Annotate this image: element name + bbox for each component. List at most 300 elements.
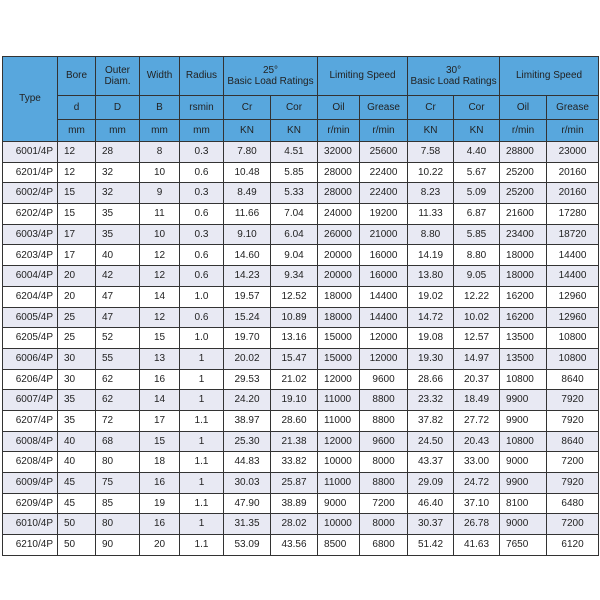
cell-oil-speed-30: 9900 [500, 410, 547, 431]
cell-cor-25: 43.56 [271, 535, 318, 556]
cell-cor-30: 5.67 [454, 162, 500, 183]
cell-outer-diam: 42 [96, 266, 140, 287]
cell-bore: 45 [58, 473, 96, 494]
cell-grease-speed-30: 14400 [547, 245, 599, 266]
cell-radius: 1.1 [180, 410, 224, 431]
cell-oil-speed-30: 13500 [500, 328, 547, 349]
cell-radius: 0.3 [180, 183, 224, 204]
cell-outer-diam: 35 [96, 204, 140, 225]
cell-radius: 1 [180, 514, 224, 535]
table-row [3, 514, 599, 535]
cell-outer-diam: 35 [96, 224, 140, 245]
cell-bore: 15 [58, 204, 96, 225]
cell-oil-speed-25: 9000 [318, 493, 360, 514]
cell-radius: 1.0 [180, 328, 224, 349]
cell-radius: 0.3 [180, 142, 224, 163]
cell-outer-diam: 55 [96, 348, 140, 369]
cell-grease-speed-25: 16000 [360, 266, 408, 287]
cell-width: 14 [140, 286, 180, 307]
cell-radius: 1.0 [180, 286, 224, 307]
cell-bore: 35 [58, 410, 96, 431]
cell-cor-30: 12.22 [454, 286, 500, 307]
cell-cor-30: 27.72 [454, 410, 500, 431]
cell-cr-25: 14.23 [224, 266, 271, 287]
table-row [3, 266, 599, 287]
cell-cor-30: 37.10 [454, 493, 500, 514]
cell-radius: 0.6 [180, 162, 224, 183]
header-unit: r/min [360, 120, 408, 142]
cell-oil-speed-30: 18000 [500, 245, 547, 266]
cell-radius: 1 [180, 431, 224, 452]
cell-radius: 0.6 [180, 266, 224, 287]
symbol-row [3, 96, 599, 120]
cell-type: 6004/4P [3, 266, 58, 287]
cell-oil-speed-25: 20000 [318, 266, 360, 287]
cell-outer-diam: 47 [96, 307, 140, 328]
cell-cor-30: 4.40 [454, 142, 500, 163]
cell-grease-speed-30: 17280 [547, 204, 599, 225]
table-row [3, 452, 599, 473]
cell-cor-25: 21.38 [271, 431, 318, 452]
cell-width: 17 [140, 410, 180, 431]
cell-grease-speed-25: 14400 [360, 307, 408, 328]
cell-grease-speed-25: 8800 [360, 390, 408, 411]
cell-cor-25: 5.33 [271, 183, 318, 204]
table-row [3, 369, 599, 390]
header-width: Width [140, 57, 180, 96]
cell-cor-25: 25.87 [271, 473, 318, 494]
cell-grease-speed-30: 20160 [547, 183, 599, 204]
cell-type: 6002/4P [3, 183, 58, 204]
cell-cr-30: 43.37 [408, 452, 454, 473]
cell-grease-speed-25: 8800 [360, 410, 408, 431]
header-symbol: Oil [500, 96, 547, 120]
cell-oil-speed-25: 26000 [318, 224, 360, 245]
cell-type: 6208/4P [3, 452, 58, 473]
cell-grease-speed-30: 10800 [547, 348, 599, 369]
header-unit: r/min [500, 120, 547, 142]
cell-type: 6010/4P [3, 514, 58, 535]
cell-bore: 30 [58, 369, 96, 390]
cell-cr-25: 38.97 [224, 410, 271, 431]
header-symbol: rsmin [180, 96, 224, 120]
cell-grease-speed-30: 7920 [547, 410, 599, 431]
header-symbol: Cor [454, 96, 500, 120]
cell-cr-30: 28.66 [408, 369, 454, 390]
cell-bore: 15 [58, 183, 96, 204]
cell-cr-30: 19.02 [408, 286, 454, 307]
cell-grease-speed-25: 8000 [360, 452, 408, 473]
cell-outer-diam: 52 [96, 328, 140, 349]
cell-cor-25: 4.51 [271, 142, 318, 163]
cell-oil-speed-25: 28000 [318, 183, 360, 204]
bearing-spec-table [2, 56, 599, 556]
cell-oil-speed-30: 16200 [500, 307, 547, 328]
cell-type: 6003/4P [3, 224, 58, 245]
table-row [3, 473, 599, 494]
cell-cr-30: 13.80 [408, 266, 454, 287]
cell-cor-30: 10.02 [454, 307, 500, 328]
cell-grease-speed-25: 9600 [360, 369, 408, 390]
cell-radius: 1 [180, 473, 224, 494]
cell-cor-25: 6.04 [271, 224, 318, 245]
cell-type: 6009/4P [3, 473, 58, 494]
cell-cr-30: 23.32 [408, 390, 454, 411]
cell-bore: 12 [58, 142, 96, 163]
cell-cr-25: 8.49 [224, 183, 271, 204]
cell-cr-30: 51.42 [408, 535, 454, 556]
cell-cor-25: 12.52 [271, 286, 318, 307]
cell-cr-25: 14.60 [224, 245, 271, 266]
cell-cor-25: 10.89 [271, 307, 318, 328]
table-row [3, 224, 599, 245]
cell-cr-25: 19.57 [224, 286, 271, 307]
cell-oil-speed-25: 32000 [318, 142, 360, 163]
table-row [3, 431, 599, 452]
cell-oil-speed-30: 10800 [500, 431, 547, 452]
cell-bore: 40 [58, 452, 96, 473]
cell-outer-diam: 47 [96, 286, 140, 307]
cell-cr-25: 7.80 [224, 142, 271, 163]
cell-type: 6005/4P [3, 307, 58, 328]
cell-type: 6202/4P [3, 204, 58, 225]
cell-bore: 25 [58, 328, 96, 349]
cell-cr-25: 30.03 [224, 473, 271, 494]
cell-grease-speed-25: 22400 [360, 162, 408, 183]
cell-oil-speed-25: 12000 [318, 369, 360, 390]
cell-cr-25: 20.02 [224, 348, 271, 369]
header-30deg-limiting-speed: Limiting Speed [500, 57, 599, 96]
cell-oil-speed-30: 7650 [500, 535, 547, 556]
cell-cr-30: 19.30 [408, 348, 454, 369]
cell-cor-25: 9.34 [271, 266, 318, 287]
cell-grease-speed-30: 10800 [547, 328, 599, 349]
table-row [3, 245, 599, 266]
cell-type: 6006/4P [3, 348, 58, 369]
cell-oil-speed-25: 15000 [318, 328, 360, 349]
cell-grease-speed-30: 7920 [547, 390, 599, 411]
cell-type: 6204/4P [3, 286, 58, 307]
cell-grease-speed-30: 7200 [547, 514, 599, 535]
cell-grease-speed-30: 6120 [547, 535, 599, 556]
header-unit: r/min [547, 120, 599, 142]
cell-grease-speed-25: 9600 [360, 431, 408, 452]
cell-grease-speed-25: 25600 [360, 142, 408, 163]
cell-oil-speed-30: 9000 [500, 514, 547, 535]
bearing-spec-table-container [2, 56, 598, 556]
cell-cor-30: 12.57 [454, 328, 500, 349]
cell-grease-speed-30: 6480 [547, 493, 599, 514]
cell-cor-25: 33.82 [271, 452, 318, 473]
cell-cr-30: 14.19 [408, 245, 454, 266]
cell-radius: 1 [180, 369, 224, 390]
table-row [3, 307, 599, 328]
cell-width: 19 [140, 493, 180, 514]
cell-grease-speed-25: 16000 [360, 245, 408, 266]
cell-cor-25: 21.02 [271, 369, 318, 390]
cell-grease-speed-30: 7920 [547, 473, 599, 494]
cell-outer-diam: 90 [96, 535, 140, 556]
cell-bore: 50 [58, 514, 96, 535]
cell-cor-25: 28.02 [271, 514, 318, 535]
header-bore: Bore [58, 57, 96, 96]
cell-oil-speed-30: 28800 [500, 142, 547, 163]
cell-bore: 12 [58, 162, 96, 183]
cell-width: 16 [140, 514, 180, 535]
header-symbol: Grease [360, 96, 408, 120]
cell-bore: 50 [58, 535, 96, 556]
cell-oil-speed-25: 11000 [318, 410, 360, 431]
cell-cor-30: 41.63 [454, 535, 500, 556]
cell-radius: 1.1 [180, 493, 224, 514]
cell-oil-speed-25: 24000 [318, 204, 360, 225]
cell-cor-30: 8.80 [454, 245, 500, 266]
cell-width: 12 [140, 307, 180, 328]
cell-radius: 0.6 [180, 245, 224, 266]
cell-type: 6207/4P [3, 410, 58, 431]
cell-grease-speed-30: 18720 [547, 224, 599, 245]
cell-type: 6206/4P [3, 369, 58, 390]
cell-width: 10 [140, 224, 180, 245]
header-25deg-limiting-speed: Limiting Speed [318, 57, 408, 96]
header-symbol: Cr [224, 96, 271, 120]
cell-radius: 0.3 [180, 224, 224, 245]
header-type: Type [3, 57, 58, 142]
cell-oil-speed-25: 11000 [318, 473, 360, 494]
cell-radius: 1 [180, 390, 224, 411]
cell-grease-speed-30: 7200 [547, 452, 599, 473]
cell-type: 6201/4P [3, 162, 58, 183]
cell-cr-30: 30.37 [408, 514, 454, 535]
cell-oil-speed-25: 12000 [318, 431, 360, 452]
cell-oil-speed-25: 8500 [318, 535, 360, 556]
cell-cor-25: 13.16 [271, 328, 318, 349]
cell-grease-speed-25: 12000 [360, 328, 408, 349]
cell-outer-diam: 32 [96, 183, 140, 204]
cell-cor-25: 28.60 [271, 410, 318, 431]
cell-cor-25: 38.89 [271, 493, 318, 514]
cell-oil-speed-25: 28000 [318, 162, 360, 183]
cell-bore: 40 [58, 431, 96, 452]
cell-cor-25: 9.04 [271, 245, 318, 266]
cell-width: 12 [140, 245, 180, 266]
cell-bore: 20 [58, 266, 96, 287]
cell-oil-speed-30: 9000 [500, 452, 547, 473]
cell-width: 16 [140, 369, 180, 390]
cell-width: 18 [140, 452, 180, 473]
cell-oil-speed-25: 10000 [318, 514, 360, 535]
cell-type: 6001/4P [3, 142, 58, 163]
table-row [3, 286, 599, 307]
cell-oil-speed-30: 21600 [500, 204, 547, 225]
header-symbol: Cr [408, 96, 454, 120]
cell-cor-25: 5.85 [271, 162, 318, 183]
header-symbol: Grease [547, 96, 599, 120]
header-25deg-load-ratings: 25° Basic Load Ratings [224, 57, 318, 96]
cell-oil-speed-30: 18000 [500, 266, 547, 287]
cell-outer-diam: 75 [96, 473, 140, 494]
cell-cr-25: 24.20 [224, 390, 271, 411]
cell-grease-speed-25: 12000 [360, 348, 408, 369]
cell-grease-speed-30: 12960 [547, 286, 599, 307]
cell-cr-25: 53.09 [224, 535, 271, 556]
cell-cr-25: 47.90 [224, 493, 271, 514]
cell-oil-speed-30: 25200 [500, 162, 547, 183]
cell-grease-speed-30: 8640 [547, 431, 599, 452]
cell-outer-diam: 85 [96, 493, 140, 514]
cell-cr-30: 11.33 [408, 204, 454, 225]
cell-type: 6008/4P [3, 431, 58, 452]
cell-grease-speed-25: 22400 [360, 183, 408, 204]
cell-outer-diam: 62 [96, 369, 140, 390]
cell-cr-25: 44.83 [224, 452, 271, 473]
cell-bore: 20 [58, 286, 96, 307]
header-symbol: B [140, 96, 180, 120]
cell-cr-30: 8.80 [408, 224, 454, 245]
cell-bore: 45 [58, 493, 96, 514]
cell-bore: 17 [58, 245, 96, 266]
table-row [3, 493, 599, 514]
header-unit: mm [96, 120, 140, 142]
unit-row [3, 120, 599, 142]
cell-cr-25: 19.70 [224, 328, 271, 349]
cell-cor-30: 5.09 [454, 183, 500, 204]
header-unit: mm [58, 120, 96, 142]
cell-cor-30: 20.37 [454, 369, 500, 390]
cell-oil-speed-25: 20000 [318, 245, 360, 266]
cell-grease-speed-25: 19200 [360, 204, 408, 225]
cell-width: 10 [140, 162, 180, 183]
cell-oil-speed-30: 23400 [500, 224, 547, 245]
cell-width: 8 [140, 142, 180, 163]
cell-oil-speed-30: 16200 [500, 286, 547, 307]
cell-cr-25: 10.48 [224, 162, 271, 183]
cell-oil-speed-25: 18000 [318, 307, 360, 328]
cell-cor-30: 5.85 [454, 224, 500, 245]
cell-grease-speed-30: 12960 [547, 307, 599, 328]
cell-radius: 1.1 [180, 452, 224, 473]
cell-cr-30: 37.82 [408, 410, 454, 431]
cell-width: 14 [140, 390, 180, 411]
cell-grease-speed-25: 14400 [360, 286, 408, 307]
cell-bore: 35 [58, 390, 96, 411]
header-unit: mm [180, 120, 224, 142]
cell-oil-speed-25: 10000 [318, 452, 360, 473]
cell-cr-30: 24.50 [408, 431, 454, 452]
cell-cr-30: 19.08 [408, 328, 454, 349]
cell-grease-speed-30: 8640 [547, 369, 599, 390]
cell-grease-speed-25: 6800 [360, 535, 408, 556]
cell-cor-30: 33.00 [454, 452, 500, 473]
header-symbol: d [58, 96, 96, 120]
cell-width: 12 [140, 266, 180, 287]
cell-cr-30: 10.22 [408, 162, 454, 183]
table-header [3, 57, 599, 142]
cell-outer-diam: 80 [96, 514, 140, 535]
cell-oil-speed-30: 10800 [500, 369, 547, 390]
table-row [3, 328, 599, 349]
cell-cr-30: 46.40 [408, 493, 454, 514]
cell-cr-25: 31.35 [224, 514, 271, 535]
cell-radius: 1.1 [180, 535, 224, 556]
cell-cr-25: 15.24 [224, 307, 271, 328]
cell-grease-speed-30: 14400 [547, 266, 599, 287]
cell-width: 15 [140, 328, 180, 349]
cell-width: 16 [140, 473, 180, 494]
header-unit: KN [271, 120, 318, 142]
cell-grease-speed-30: 23000 [547, 142, 599, 163]
cell-oil-speed-25: 11000 [318, 390, 360, 411]
table-row [3, 535, 599, 556]
cell-cr-30: 7.58 [408, 142, 454, 163]
cell-oil-speed-30: 25200 [500, 183, 547, 204]
cell-width: 9 [140, 183, 180, 204]
cell-width: 20 [140, 535, 180, 556]
cell-bore: 17 [58, 224, 96, 245]
header-unit: KN [408, 120, 454, 142]
table-row [3, 390, 599, 411]
cell-grease-speed-25: 21000 [360, 224, 408, 245]
cell-type: 6209/4P [3, 493, 58, 514]
cell-cr-25: 11.66 [224, 204, 271, 225]
cell-outer-diam: 40 [96, 245, 140, 266]
cell-outer-diam: 32 [96, 162, 140, 183]
cell-outer-diam: 28 [96, 142, 140, 163]
header-unit: KN [224, 120, 271, 142]
cell-cr-25: 29.53 [224, 369, 271, 390]
cell-type: 6007/4P [3, 390, 58, 411]
table-row [3, 183, 599, 204]
cell-outer-diam: 62 [96, 390, 140, 411]
cell-cr-30: 8.23 [408, 183, 454, 204]
cell-grease-speed-30: 20160 [547, 162, 599, 183]
cell-radius: 0.6 [180, 204, 224, 225]
cell-width: 13 [140, 348, 180, 369]
table-row [3, 410, 599, 431]
cell-radius: 1 [180, 348, 224, 369]
table-row [3, 204, 599, 225]
cell-oil-speed-25: 18000 [318, 286, 360, 307]
cell-cor-30: 18.49 [454, 390, 500, 411]
cell-grease-speed-25: 8800 [360, 473, 408, 494]
cell-outer-diam: 72 [96, 410, 140, 431]
cell-grease-speed-25: 7200 [360, 493, 408, 514]
cell-oil-speed-30: 13500 [500, 348, 547, 369]
cell-cor-25: 7.04 [271, 204, 318, 225]
cell-radius: 0.6 [180, 307, 224, 328]
cell-width: 11 [140, 204, 180, 225]
cell-cr-30: 29.09 [408, 473, 454, 494]
cell-type: 6210/4P [3, 535, 58, 556]
cell-cor-30: 6.87 [454, 204, 500, 225]
cell-width: 15 [140, 431, 180, 452]
header-symbol: Cor [271, 96, 318, 120]
cell-outer-diam: 80 [96, 452, 140, 473]
cell-bore: 25 [58, 307, 96, 328]
cell-cr-30: 14.72 [408, 307, 454, 328]
header-unit: mm [140, 120, 180, 142]
cell-oil-speed-30: 9900 [500, 473, 547, 494]
cell-cor-30: 20.43 [454, 431, 500, 452]
cell-cr-25: 9.10 [224, 224, 271, 245]
header-outer-diam: Outer Diam. [96, 57, 140, 96]
header-radius: Radius [180, 57, 224, 96]
cell-grease-speed-25: 8000 [360, 514, 408, 535]
cell-cor-30: 24.72 [454, 473, 500, 494]
header-symbol: Oil [318, 96, 360, 120]
cell-cor-30: 26.78 [454, 514, 500, 535]
header-symbol: D [96, 96, 140, 120]
